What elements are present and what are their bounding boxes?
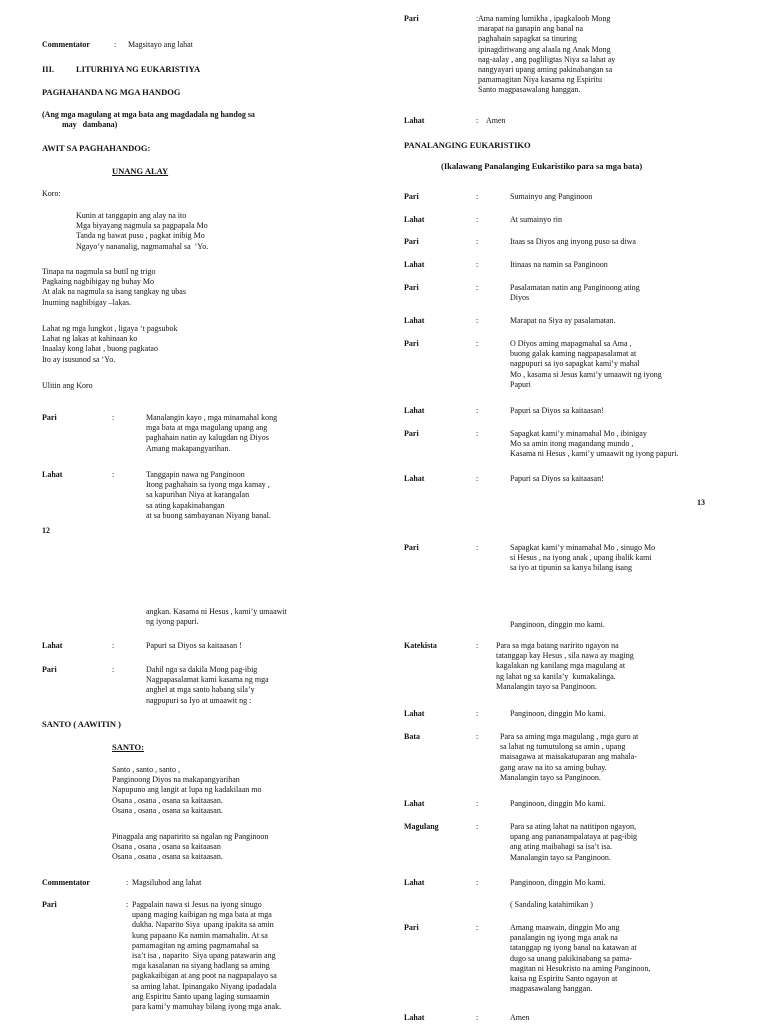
colon: : [112, 470, 115, 479]
section-subheading: (Ikalawang Panalanging Eukaristiko para sa mga bata) [441, 161, 643, 171]
speaker-label: Commentator [42, 40, 90, 49]
colon: : [476, 709, 479, 718]
page-number: 13 [697, 498, 705, 507]
subsection-heading: PAGHAHANDA NG MGA HANDOG [42, 87, 181, 97]
colon: : [112, 641, 115, 650]
prayer-text: Pagpalain nawa si Jesus na iyong sinugo upang maging kaibigan ng mga bata at mga dukha. Naparito Siya upang ipakita sa amin kung papaano Ka namin mamahalin. At sa pamamagitan ng aming pagmamahal sa isa’t isa , naparito Siya upang patawarin ang mga kasalanan na siyang hadlang sa aming pagkakaibigan at ang poot na nagpapalayo sa sa aming lahat. Ipinangako Niyang ipadadala ang Espiritu Santo upang laging sumaamin para kami’y mamuhay bilang iyong mga anak. [132, 900, 282, 1012]
response-text: Panginoon, dinggin Mo kami. [510, 709, 606, 718]
response-text: Marapat na Siya ay pasalamatan. [510, 316, 616, 325]
verse-lyrics: Lahat ng mga lungkot , ligaya ‘t pagsubok Lahat ng lakas at kahinaan ko Inaalay kong lahat , buong pagkatao Ito ay isusunod sa ‘Yo. [42, 324, 178, 364]
prayer-text: Sapagkat kami’y minamahal Mo , ibinigay Mo sa amin itong magandang mundo , Kasama ni Hesus , kami’y umaawit ng iyong papuri. [510, 429, 679, 459]
repeat-instruction: Ulitin ang Koro [42, 381, 93, 390]
prayer-text: Sumainyo ang Panginoon [510, 192, 593, 201]
speaker-label: Pari [42, 665, 57, 674]
verse-lyrics: Tinapa na nagmula sa butil ng trigo Pagkaing nagbibigay ng buhay Mo At alak na nagmula sa isang tangkay ng ubas Inuming nagbibigay –lakas. [42, 267, 186, 307]
speaker-label: Pari [404, 923, 419, 932]
speaker-label: Pari [404, 192, 419, 201]
speaker-label: Lahat [404, 1013, 425, 1022]
response-text: Panginoon, dinggin mo kami. [510, 620, 605, 629]
colon: : [476, 316, 479, 325]
speaker-label: Commentator [42, 878, 90, 887]
speaker-label: Lahat [42, 470, 63, 479]
colon: : [476, 641, 479, 650]
colon: : [476, 339, 479, 348]
response-text: Panginoon, dinggin Mo kami. [510, 799, 606, 808]
prayer-text: Sapagkat kami’y minamahal Mo , sinugo Mo si Hesus , na iyong anak , upang ibalik kami sa iyo at tipunin sa kanya bilang isang [510, 543, 656, 573]
colon: : [476, 215, 479, 224]
song-title: SANTO: [112, 742, 144, 752]
colon: : [112, 413, 115, 422]
speaker-label: Magulang [404, 822, 439, 831]
speaker-label: Pari [404, 543, 419, 552]
speaker-label: Pari [42, 900, 57, 909]
colon: : [476, 192, 479, 201]
speaker-label: Pari [404, 237, 419, 246]
speaker-label: Pari [404, 429, 419, 438]
colon: : [476, 116, 479, 125]
colon: : [476, 1013, 479, 1022]
colon: : [114, 40, 117, 49]
speaker-label: Lahat [404, 878, 425, 887]
speaker-label: Pari [404, 339, 419, 348]
colon: : [476, 429, 479, 438]
prayer-text: Dahil nga sa dakila Mong pag-ibig Nagpapasalamat kami kasama ng mga anghel at mga santo habang sila’y nagpupuri sa Iyo at umaawit ng : [146, 665, 269, 705]
colon: : [476, 923, 479, 932]
colon: : [126, 878, 129, 887]
song-heading: SANTO ( AAWITIN ) [42, 719, 121, 729]
speaker-label: Lahat [404, 406, 425, 415]
song-title: UNANG ALAY [112, 166, 169, 176]
colon: : [476, 14, 479, 23]
rubric-text: Magsiluhod ang lahat [132, 878, 202, 887]
section-number: III. [42, 64, 55, 74]
response-text: Amen [486, 116, 506, 125]
response-text: Papuri sa Diyos sa kaitaasan ! [146, 641, 242, 650]
response-text: Papuri sa Diyos sa kaitaasan! [510, 406, 604, 415]
colon: : [476, 878, 479, 887]
speaker-label: Lahat [404, 316, 425, 325]
colon: : [476, 799, 479, 808]
prayer-text: Amang maawain, dinggin Mo ang panalangin ng iyong mga anak na tatanggap ng iyong banal na katawan at dugo sa unang pakikinabang sa pama- magitan ni Hesukristo na aming Panginoon, kaisa ng Espiritu Santo ngayon at magpasawalang hanggan. [510, 923, 651, 994]
chorus-lyrics: Kunin at tanggapin ang alay na ito Mga biyayang nagmula sa pagpapala Mo Tanda ng bawat puso , pagkat inibig Mo Ngayo’y nananalig, nagmamahal sa ‘Yo. [76, 211, 209, 251]
colon: : [476, 237, 479, 246]
speaker-label: Lahat [404, 260, 425, 269]
colon: : [476, 260, 479, 269]
petition-text: Para sa aming mga magulang , mga guro at sa lahat ng tumutulong sa amin , upang maisagawa at maisakatuparan ang mahala- gang araw na ito sa aming buhay. Manalangin tayo sa Panginoon. [500, 732, 639, 782]
prayer-text: Ama naming lumikha , ipagkaloob Mong marapat na ganapin ang banal na paghahain sapagkat sa tinuring ipinagdiriwang ang alaala ng Anak Mong nag-aalay , ang pagliligtas Niya sa lahat ay nangyayari upang aming pakinabangan sa pamamagitan Niya kasama ng Espiritu Santo magpasawalang hanggan. [478, 14, 616, 95]
colon: : [476, 406, 479, 415]
speaker-label: Lahat [42, 641, 63, 650]
speaker-label: Bata [404, 732, 420, 741]
prayer-text: angkan. Kasama ni Hesus , kami’y umaawit ng iyong papuri. [146, 607, 287, 627]
page-number: 12 [42, 526, 50, 535]
speaker-label: Pari [42, 413, 57, 422]
speaker-label: Lahat [404, 799, 425, 808]
colon: : [476, 543, 479, 552]
chorus-label: Koro: [42, 189, 61, 198]
colon: : [476, 474, 479, 483]
prayer-text: O Diyos aming mapagmahal sa Ama , buong galak kaming nagpapasalamat at nagpupuri sa iyo sapagkat kami’y mahal Mo , kasama si Jesus kami’y umaawit ng iyong Papuri [510, 339, 662, 389]
prayer-text: Manalangin kayo , mga minamahal kong mga bata at mga magulang upang ang paghahain natin ay kalugdan ng Diyos Amang makapangyarihan. [146, 413, 278, 453]
petition-text: Para sa mga batang naririto ngayon na tatanggap kay Hesus , sila nawa ay maging kagalakan ng kanilang mga magulang at ng lahat ng sa kanila’y kumakalinga. Manalangin tayo sa Panginoon. [496, 641, 634, 691]
response-text: Papuri sa Diyos sa kaitaasan! [510, 474, 604, 483]
section-title: LITURHIYA NG EUKARISTIYA [76, 64, 201, 74]
song-lyrics: Santo , santo , santo , Panginoong Diyos na makapangyarihan Napupuno ang langit at lupa ng kadakilaan mo Osana , osana , osana sa kaitaasan. Osana , osana , osana sa kaitaasan. [112, 765, 262, 815]
speaker-label: Lahat [404, 116, 425, 125]
colon: : [476, 822, 479, 831]
petition-text: Para sa ating lahat na natitipon ngayon, upang ang pananampalataya at pag-ibig ang ating maibahagi sa isa’t isa. Manalangin tayo sa Panginoon. [510, 822, 638, 862]
response-text: Itinaas na namin sa Panginoon [510, 260, 608, 269]
colon: : [476, 732, 479, 741]
rubric-text: Magsitayo ang lahat [128, 40, 193, 49]
colon: : [112, 665, 115, 674]
prayer-text: Pasalamatan natin ang Panginoong ating Diyos [510, 283, 640, 303]
prayer-text: Itaas sa Diyos ang inyong puso sa diwa [510, 237, 636, 246]
response-text: Panginoon, dinggin Mo kami. [510, 878, 606, 887]
colon: : [126, 900, 129, 909]
rubric-text: ( Sandaling katahimikan ) [510, 900, 593, 909]
speaker-label: Lahat [404, 215, 425, 224]
response-text: Amen [510, 1013, 530, 1022]
speaker-label: Pari [404, 283, 419, 292]
colon: : [476, 283, 479, 292]
speaker-label: Katekista [404, 641, 437, 650]
response-text: Tanggapin nawa ng Panginoon Itong paghahain sa iyong mga kamay , sa kapurihan Niya at karangalan sa ating kapakinabangan at sa buong sambayanan Niyang banal. [146, 470, 271, 520]
response-text: At sumainyo rin [510, 215, 562, 224]
speaker-label: Pari [404, 14, 419, 23]
song-heading: AWIT SA PAGHAHANDOG: [42, 143, 151, 153]
instruction-text: (Ang mga magulang at mga bata ang magdadala ng handog sa may dambana) [42, 110, 255, 130]
song-lyrics: Pinagpala ang naparirito sa ngalan ng Panginoon Osana , osana , osana sa kaitaasan Osana , osana , osana sa kaitaasan. [112, 832, 269, 862]
speaker-label: Lahat [404, 474, 425, 483]
section-heading: PANALANGING EUKARISTIKO [404, 140, 531, 150]
speaker-label: Lahat [404, 709, 425, 718]
